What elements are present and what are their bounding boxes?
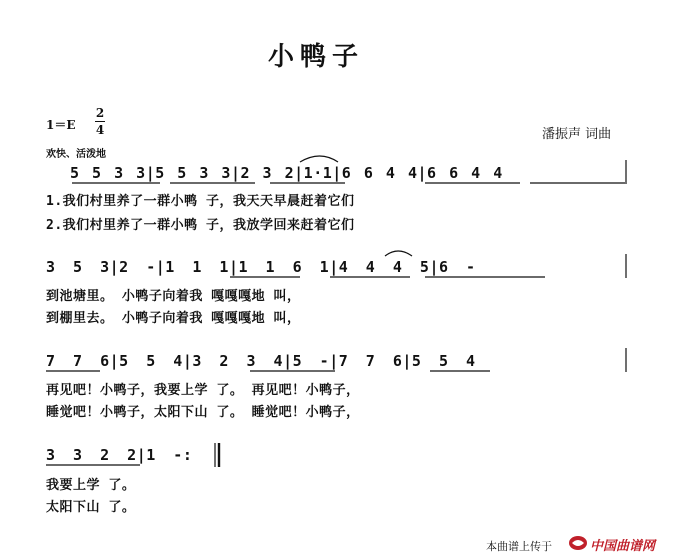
brand-name[interactable]: 中国曲谱网 [590, 539, 656, 554]
lyric-line-4-verse-2: 太阳下山 了。 [46, 500, 136, 515]
key-signature: 1＝E [46, 118, 76, 132]
lyric-line-3-verse-1: 再见吧！小鸭子，我要上学 了。 再见吧！小鸭子， [46, 383, 360, 398]
lyric-line-4-verse-1: 我要上学 了。 [46, 478, 136, 493]
lyric-line-3-verse-2: 睡觉吧！小鸭子，太阳下山 了。 睡觉吧！小鸭子， [46, 405, 360, 420]
lyric-line-1-verse-2: 2.我们村里养了一群小鸭 子，我放学回来赶着它们 [46, 218, 355, 233]
composer-credit: 潘振声 词曲 [542, 127, 612, 142]
notation-line-2: 3 5 3|2 -|1 1 1|1 1 6 1|4 4 4 5|6 - [46, 258, 476, 276]
lyric-line-2-verse-1: 到池塘里。 小鸭子向着我 嘎嘎嘎地 叫， [46, 289, 301, 304]
lyric-line-1-verse-1: 1.我们村里养了一群小鸭 子，我天天早晨赶着它们 [46, 194, 355, 209]
notation-line-4: 3 3 2 2|1 -: [46, 446, 193, 464]
time-signature-top: 2 [95, 106, 105, 120]
page-title: 小鸭子 [268, 42, 365, 72]
notation-line-3: 7 7 6|5 5 4|3 2 3 4|5 -|7 7 6|5 5 4 [46, 352, 476, 370]
notation-line-1: 5 5 3 3|5 5 3 3|2 3 2|1·1|6 6 4 4|6 6 4 4 [70, 164, 503, 182]
upload-note: 本曲谱上传于 [486, 540, 552, 553]
tempo-marking: 欢快、活泼地 [46, 149, 106, 160]
lyric-line-2-verse-2: 到棚里去。 小鸭子向着我 嘎嘎嘎地 叫， [46, 311, 301, 326]
quputong-logo-icon [568, 534, 588, 552]
time-signature-bottom: 4 [95, 123, 105, 137]
